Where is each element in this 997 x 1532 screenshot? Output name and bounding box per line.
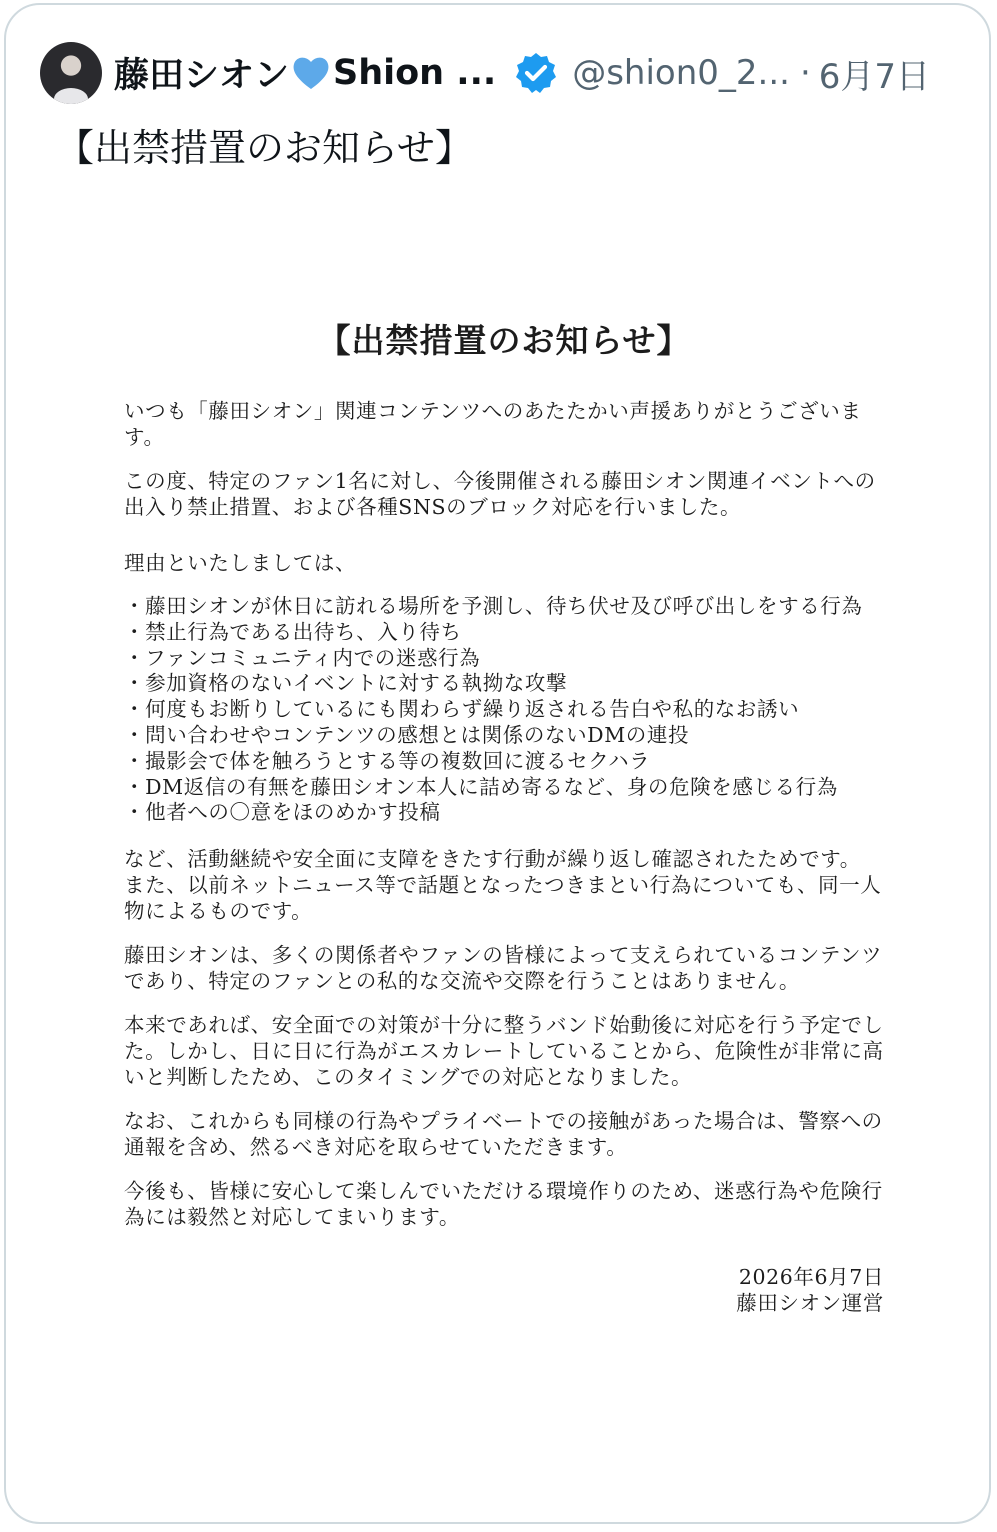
display-name-text: 藤田シオン xyxy=(114,56,290,96)
list-item: ・他者への〇意をほのめかす投稿 xyxy=(124,800,441,825)
notice-intro-1: いつも「藤田シオン」関連コンテンツへのあたたかい声援ありがとうございます。 xyxy=(124,399,862,449)
notice-title: 【出禁措置のお知らせ】 xyxy=(317,321,691,360)
list-item: ・問い合わせやコンテンツの感想とは関係のないDMの連投 xyxy=(124,722,690,747)
notice-paragraph-4: 本来であれば、安全面での対策が十分に整うバンド始動後に対応を行う予定でした。しかし、日に日に行為がエスカレートしていることから、危険性が非常に高いと判断したため、このタイミングでの対応となりました。 xyxy=(124,1013,884,1090)
notice-paragraph-3: 藤田シオンは、多くの関係者やファンの皆様によって支えられているコンテンツであり、特定のファンとの私的な交流や交際を行うことはありません。 xyxy=(124,943,883,994)
user-handle[interactable]: @shion0_2... xyxy=(572,53,790,93)
reason-list xyxy=(124,594,884,826)
notice-date: 2026年6月7日 xyxy=(738,1265,884,1290)
tweet-header xyxy=(40,41,970,105)
verified-badge-icon[interactable] xyxy=(514,51,558,95)
tweet-timestamp[interactable]: 6月7日 xyxy=(818,56,931,97)
separator-dot: · xyxy=(799,53,811,93)
notice-signature-block xyxy=(124,1264,884,1316)
list-item: ・参加資格のないイベントに対する執拗な攻撃 xyxy=(124,671,568,696)
list-item: ・DM返信の有無を藤田シオン本人に詰め寄るなど、身の危険を感じる行為 xyxy=(124,774,838,799)
list-item: ・撮影会で体を触ろうとする等の複数回に渡るセクハラ xyxy=(124,748,651,773)
blue-heart-icon xyxy=(291,54,331,92)
notice-intro-2: この度、特定のファン1名に対し、今後開催される藤田シオン関連イベントへの出入り禁止措置、および各種SNSのブロック対応を行いました。 xyxy=(124,469,876,519)
notice-signature: 藤田シオン運営 xyxy=(736,1291,884,1316)
notice-paragraph-2: また、以前ネットニュース等で話題となったつきまとい行為についても、同一人物によるものです。 xyxy=(124,873,882,924)
list-item: ・禁止行為である出待ち、入り待ち xyxy=(124,619,462,644)
tweet-card[interactable] xyxy=(4,3,991,1524)
list-item: ・藤田シオンが休日に訪れる場所を予測し、待ち伏せ及び呼び出しをする行為 xyxy=(124,594,863,618)
list-item: ・何度もお断りしているにも関わらず繰り返される告白や私的なお誘い xyxy=(124,697,800,722)
notice-paragraph-1: など、活動継続や安全面に支障をきたす行動が繰り返し確認されたためです。 xyxy=(124,847,861,872)
notice-paragraph-6: 今後も、皆様に安心して楽しんでいただける環境作りのため、迷惑行為や危険行為には毅然と対応してまいります。 xyxy=(124,1179,883,1230)
tweet-image-attachment[interactable] xyxy=(6,275,993,1355)
avatar[interactable] xyxy=(40,42,102,104)
tweet-text: 【出禁措置のお知らせ】 xyxy=(56,126,473,170)
display-name-suffix: Shion ... xyxy=(333,53,497,93)
list-item: ・ファンコミュニティ内での迷惑行為 xyxy=(124,645,481,670)
notice-paragraph-5: なお、これからも同様の行為やプライベートでの接触があった場合は、警察への通報を含め、然るべき対応を取らせていただきます。 xyxy=(124,1109,883,1160)
notice-document xyxy=(124,315,884,1316)
display-name[interactable] xyxy=(114,48,496,98)
reason-lead: 理由といたしましては、 xyxy=(124,551,357,575)
